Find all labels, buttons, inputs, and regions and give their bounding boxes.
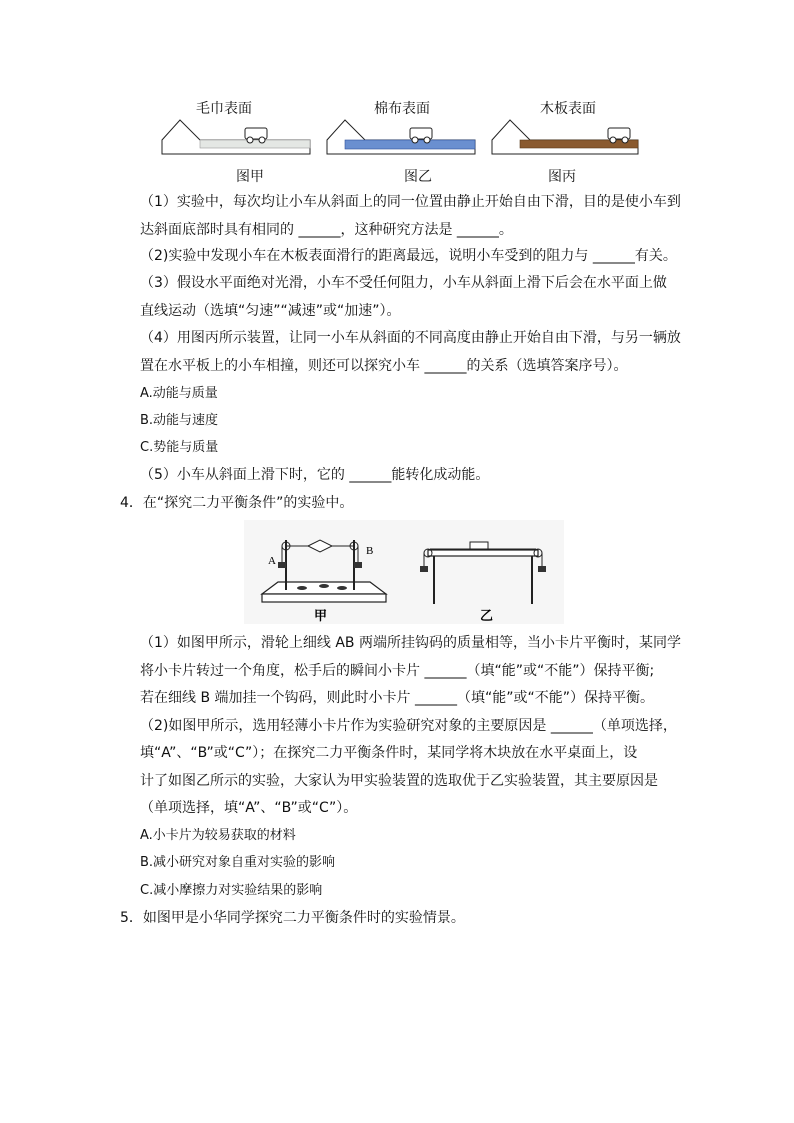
q4-part2-line1: （2)如图甲所示，选用轻薄小卡片作为实验研究对象的主要原因是 ______（单项选择， [140, 718, 677, 734]
label-cotton-surface: 棉布表面 [374, 101, 430, 117]
q4-part1-line3: 若在细线 B 端加挂一个钩码，则此时小卡片 ______（填“能”或“不能”）保持平衡。 [140, 690, 654, 706]
q4-part2-line2: 填“A”、“B”或“C”）；在探究二力平衡条件时，某同学将木块放在水平桌面上，设 [140, 745, 638, 761]
q3-option-a: A.动能与质量 [140, 386, 218, 401]
q4-part2-line4: （单项选择，填“A”、“B”或“C”）。 [140, 800, 358, 816]
label-wood-surface: 木板表面 [540, 101, 596, 117]
ramp-cotton [327, 120, 475, 154]
q4-option-b: B.减小研究对象自重对实验的影响 [140, 855, 336, 870]
caption-jia: 甲 [314, 609, 328, 624]
caption-yi: 乙 [480, 609, 494, 624]
q3-part5: （5）小车从斜面上滑下时，它的 ______能转化成动能。 [140, 467, 490, 483]
q3-part2: （2)实验中发现小车在木板表面滑行的距离最远，说明小车受到的阻力与 ______有关。 [140, 248, 677, 264]
q3-part4-line2: 置在水平板上的小车相撞，则还可以探究小车 ______的关系（选填答案序号）。 [140, 358, 628, 374]
q4-part1-line2: 将小卡片转过一个角度，松手后的瞬间小卡片 ______（填“能”或“不能”）保持平衡; [140, 663, 655, 679]
balance-illustration [244, 520, 564, 624]
caption-fig-a: 图甲 [236, 169, 264, 185]
label-towel-surface: 毛巾表面 [196, 101, 252, 117]
q4-title: 4．在“探究二力平衡条件”的实验中。 [120, 495, 354, 511]
q5-title: 5．如图甲是小华同学探究二力平衡条件时的实验情景。 [120, 910, 465, 926]
q3-option-b: B.动能与速度 [140, 413, 219, 428]
ramp-wood [492, 120, 638, 154]
ramp-towel [162, 120, 310, 154]
q4-option-a: A.小卡片为较易获取的材料 [140, 828, 296, 843]
q3-option-c: C.势能与质量 [140, 440, 219, 455]
q4-option-c: C.减小摩擦力对实验结果的影响 [140, 883, 323, 898]
ramps-illustration [160, 118, 640, 158]
caption-fig-b: 图乙 [404, 169, 432, 185]
q3-part3-line1: （3）假设水平面绝对光滑，小车不受任何阻力，小车从斜面上滑下后会在水平面上做 [140, 275, 667, 291]
q3-part1-line2: 达斜面底部时具有相同的 ______，这种研究方法是 ______。 [140, 222, 513, 238]
q3-part1-line1: （1）实验中，每次均让小车从斜面上的同一位置由静止开始自由下滑，目的是使小车到 [140, 194, 681, 210]
q3-part3-line2: 直线运动（选填“匀速”“减速”或“加速”）。 [140, 303, 401, 319]
label-a: A [268, 555, 276, 567]
q4-part2-line3: 计了如图乙所示的实验，大家认为甲实验装置的选取优于乙实验装置，其主要原因是 [140, 773, 658, 789]
caption-fig-c: 图丙 [548, 169, 576, 185]
label-b: B [366, 545, 374, 557]
q4-part1-line1: （1）如图甲所示，滑轮上细线 AB 两端所挂钩码的质量相等，当小卡片平衡时，某同学 [140, 635, 681, 651]
q3-part4-line1: （4）用图丙所示装置，让同一小车从斜面的不同高度由静止开始自由下滑，与另一辆放 [140, 330, 681, 346]
